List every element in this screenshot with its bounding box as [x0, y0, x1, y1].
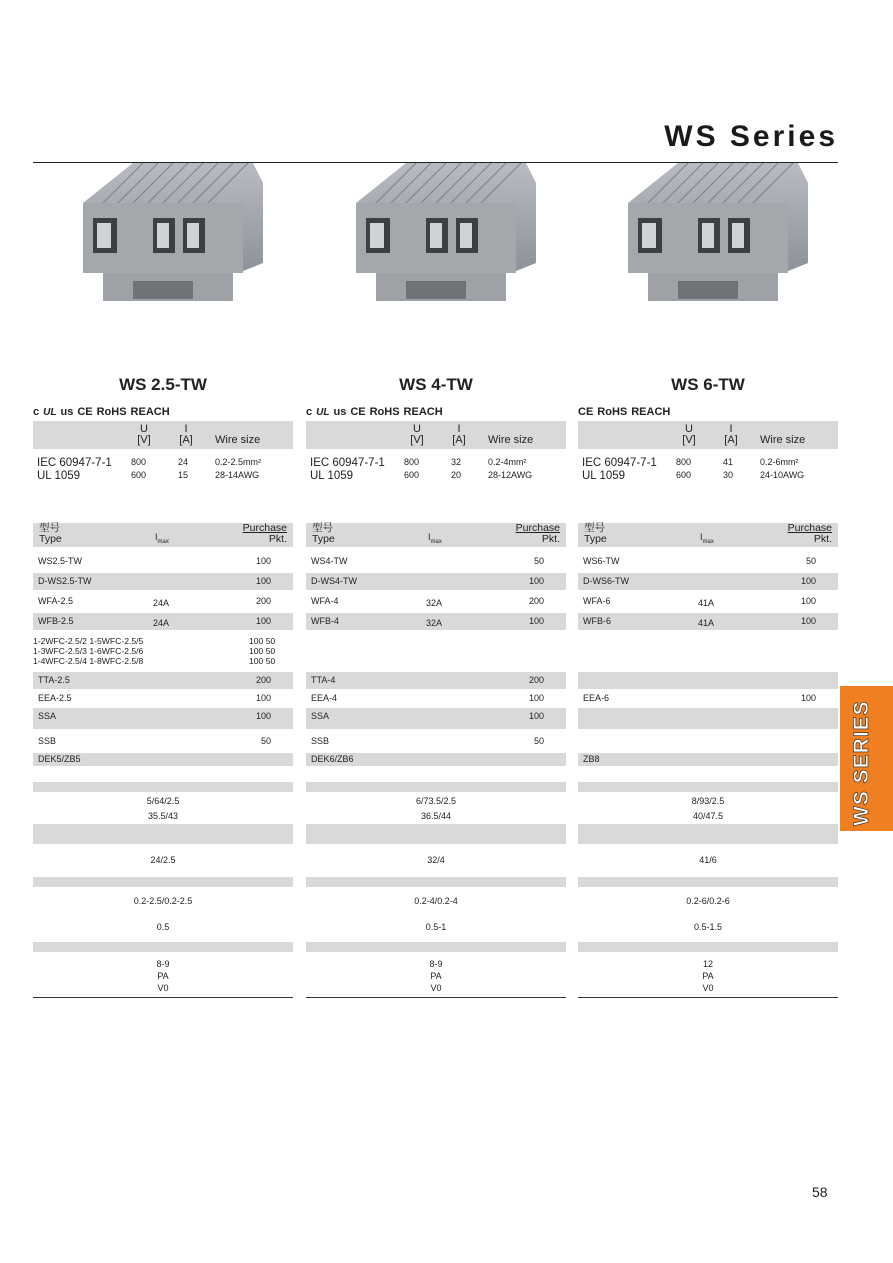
imax-subscript: max [157, 538, 169, 545]
part-name: D-WS2.5-TW [38, 576, 92, 586]
imax-label [155, 532, 169, 545]
part-name: WS2.5-TW [38, 556, 82, 566]
multi-part-names: 1-4WFC-2.5/4 1-8WFC-2.5/8 [33, 656, 144, 666]
value-text: 0.5 [156, 922, 170, 932]
pkt-value: 100 [255, 693, 271, 703]
value-text: 36.5/44 [420, 811, 452, 821]
part-name: WFA-4 [311, 596, 339, 606]
imax-subscript: max [430, 538, 442, 545]
multi-part-pkt: 100 50 [249, 636, 276, 646]
bottom-rule [33, 997, 293, 998]
model-name: WS 6-TW [671, 375, 745, 394]
table-row [306, 708, 566, 729]
cert-mark: c [33, 406, 40, 418]
product-column [306, 163, 566, 1003]
voltage-value: 600 [404, 470, 420, 480]
voltage-symbol: U [140, 423, 148, 435]
value-text: 40/47.5 [692, 811, 724, 821]
pkt-value: 100 [800, 596, 816, 606]
value-text: 12 [702, 959, 713, 969]
purchase-text: Purchase [787, 522, 832, 534]
table-row [33, 573, 293, 590]
value-text: 0.2-4/0.2-4 [414, 896, 458, 906]
cert-mark: REACH [403, 406, 443, 418]
current-value: 41 [723, 457, 734, 467]
current-value: 24 [178, 457, 189, 467]
imax-value: 24A [153, 598, 170, 608]
pkt-value: 100 [255, 556, 271, 566]
terminal-block-photo [346, 163, 536, 313]
table-row [306, 672, 566, 689]
part-name: SSB [38, 736, 57, 746]
pkt-value: 100 [255, 711, 271, 721]
terminal-block-photo [618, 163, 808, 313]
current-value: 32 [451, 457, 462, 467]
imax-value: 24A [153, 618, 170, 628]
part-name: DEK5/ZB5 [38, 754, 81, 764]
gray-band [33, 877, 293, 887]
imax-value: 41A [698, 598, 715, 608]
cert-mark: CE [77, 406, 93, 418]
value-text: 0.2-6/0.2-6 [686, 896, 730, 906]
bottom-rule [306, 997, 566, 998]
pkt-value: 200 [255, 675, 271, 685]
pkt-value: 100 [528, 693, 544, 703]
part-name: TTA-2.5 [38, 675, 70, 685]
gray-band [578, 877, 838, 887]
part-name: WFA-6 [583, 596, 611, 606]
gray-band [578, 782, 838, 792]
pkt-value: 200 [528, 596, 544, 606]
value-text: V0 [702, 983, 714, 993]
multi-part-pkt: 100 50 [249, 646, 276, 656]
type-label-en: Type [584, 533, 607, 545]
table-row [33, 708, 293, 729]
current-header [718, 424, 744, 446]
gray-band [578, 942, 838, 952]
wire-size-value: 28-12AWG [488, 470, 533, 480]
table-row [578, 708, 838, 729]
current-header [446, 424, 472, 446]
pkt-value: 100 [255, 576, 271, 586]
gray-band [578, 824, 838, 844]
value-text: 8-9 [156, 959, 170, 969]
wire-size-value: 28-14AWG [215, 470, 260, 480]
imax-value: 41A [698, 618, 715, 628]
current-unit: [A] [179, 434, 193, 446]
part-name: D-WS6-TW [583, 576, 629, 586]
voltage-header [404, 424, 430, 446]
table-row [306, 733, 566, 750]
part-name: ZB8 [583, 754, 600, 764]
gray-band [33, 824, 293, 844]
purchase-label [788, 523, 832, 545]
gray-band [33, 782, 293, 792]
voltage-unit: [V] [410, 434, 424, 446]
part-name: SSA [311, 711, 330, 721]
pkt-value: 200 [528, 675, 544, 685]
table-row [578, 672, 838, 689]
wire-size-header: Wire size [488, 434, 534, 446]
part-name: TTA-4 [311, 675, 336, 685]
cert-mark: CE [350, 406, 366, 418]
table-row [306, 753, 566, 766]
standard-name: IEC 60947-7-1 [310, 457, 385, 469]
value-text: V0 [430, 983, 442, 993]
table-row [306, 593, 566, 610]
table-row [306, 613, 566, 630]
cert-mark: CE [578, 406, 594, 418]
wire-size-header: Wire size [760, 434, 806, 446]
voltage-value: 800 [676, 457, 692, 467]
value-text: PA [702, 971, 714, 981]
gray-band [306, 942, 566, 952]
imax-label [428, 532, 442, 545]
certification-marks [33, 406, 170, 418]
imax-value: 32A [426, 618, 443, 628]
type-label-cn: 型号 [39, 522, 60, 534]
cert-mark: UL [316, 406, 330, 418]
multi-part-names: 1-3WFC-2.5/3 1-6WFC-2.5/6 [33, 646, 144, 656]
value-text: 41/6 [699, 855, 717, 865]
page-number: 58 [812, 1184, 828, 1200]
value-text: 8/93/2.5 [691, 796, 725, 806]
pkt-text: Pkt. [813, 533, 832, 545]
imax-symbol: I [428, 532, 431, 542]
current-symbol: I [184, 423, 188, 435]
pkt-value: 50 [533, 736, 544, 746]
type-header [306, 523, 566, 547]
gray-band [306, 782, 566, 792]
type-label [584, 523, 607, 545]
table-row [578, 733, 838, 750]
voltage-value: 800 [404, 457, 420, 467]
wire-size-value: 0.2-4mm² [488, 457, 527, 467]
cert-mark: RoHS [597, 406, 628, 418]
bottom-rule [578, 997, 838, 998]
value-text: 5/64/2.5 [146, 796, 180, 806]
cert-mark: RoHS [96, 406, 127, 418]
spec-header [578, 421, 838, 449]
imax-symbol: I [700, 532, 703, 542]
voltage-value: 600 [131, 470, 147, 480]
voltage-symbol: U [413, 423, 421, 435]
part-name: WFB-2.5 [38, 616, 74, 626]
value-text: 32/4 [427, 855, 445, 865]
table-row [578, 573, 838, 590]
wire-size-value: 24-10AWG [760, 470, 805, 480]
table-row [578, 690, 838, 707]
pkt-value: 100 [528, 576, 544, 586]
pkt-value: 100 [800, 616, 816, 626]
part-name: EEA-2.5 [38, 693, 72, 703]
pkt-value: 100 [528, 616, 544, 626]
pkt-value: 100 [800, 693, 816, 703]
table-row [578, 553, 838, 570]
table-row [578, 593, 838, 610]
multi-part-pkt: 100 50 [249, 656, 276, 666]
type-header [33, 523, 293, 547]
gray-band [306, 877, 566, 887]
value-text: PA [430, 971, 442, 981]
wire-size-value: 0.2-6mm² [760, 457, 799, 467]
part-name: WFB-6 [583, 616, 611, 626]
value-text: 0.5-1 [425, 922, 447, 932]
terminal-block-image [346, 163, 536, 313]
multi-part-names: 1-2WFC-2.5/2 1-5WFC-2.5/5 [33, 636, 144, 646]
current-unit: [A] [452, 434, 466, 446]
spec-header [306, 421, 566, 449]
gray-band [33, 942, 293, 952]
wire-size-value: 0.2-2.5mm² [215, 457, 262, 467]
pkt-value: 100 [255, 616, 271, 626]
cert-mark: us [333, 406, 347, 418]
standard-name: IEC 60947-7-1 [37, 457, 112, 469]
terminal-block-image [618, 163, 808, 313]
part-name: WS4-TW [311, 556, 348, 566]
terminal-block-image [73, 163, 263, 313]
table-row [33, 672, 293, 689]
voltage-header [676, 424, 702, 446]
certification-marks [578, 406, 670, 418]
voltage-unit: [V] [137, 434, 151, 446]
voltage-value: 800 [131, 457, 147, 467]
value-text: 8-9 [429, 959, 443, 969]
part-name: SSA [38, 711, 57, 721]
product-column [578, 163, 838, 1003]
type-label [39, 523, 62, 545]
pkt-value: 50 [260, 736, 271, 746]
purchase-text: Purchase [242, 522, 287, 534]
current-symbol: I [457, 423, 461, 435]
table-row [578, 613, 838, 630]
model-name: WS 2.5-TW [119, 375, 207, 394]
table-row [578, 753, 838, 766]
pkt-value: 50 [805, 556, 816, 566]
standard-name: UL 1059 [37, 470, 81, 482]
cert-mark: c [306, 406, 313, 418]
wire-size-header: Wire size [215, 434, 261, 446]
cert-mark: REACH [130, 406, 170, 418]
current-value: 15 [178, 470, 189, 480]
voltage-header [131, 424, 157, 446]
purchase-label [243, 523, 287, 545]
part-name: SSB [311, 736, 330, 746]
table-row [306, 553, 566, 570]
type-label-cn: 型号 [584, 522, 605, 534]
value-text: 35.5/43 [147, 811, 179, 821]
cert-mark: RoHS [369, 406, 400, 418]
value-text: 6/73.5/2.5 [415, 796, 457, 806]
certification-marks [306, 406, 443, 418]
standard-name: UL 1059 [310, 470, 354, 482]
purchase-label [516, 523, 560, 545]
terminal-block-photo [73, 163, 263, 313]
pkt-value: 100 [800, 576, 816, 586]
type-label-cn: 型号 [312, 522, 333, 534]
pkt-text: Pkt. [268, 533, 287, 545]
current-value: 20 [451, 470, 462, 480]
value-text: 0.5-1.5 [693, 922, 723, 932]
part-name: DEK6/ZB6 [311, 754, 354, 764]
cert-mark: us [60, 406, 74, 418]
current-value: 30 [723, 470, 734, 480]
table-row [33, 553, 293, 570]
page-title: WS Series [664, 120, 838, 153]
table-row [306, 690, 566, 707]
standard-name: UL 1059 [582, 470, 626, 482]
voltage-symbol: U [685, 423, 693, 435]
pkt-value: 50 [533, 556, 544, 566]
imax-subscript: max [702, 538, 714, 545]
part-name: WFA-2.5 [38, 596, 74, 606]
current-symbol: I [729, 423, 733, 435]
type-label-en: Type [312, 533, 335, 545]
part-name: D-WS4-TW [311, 576, 357, 586]
value-text: V0 [157, 983, 169, 993]
voltage-value: 600 [676, 470, 692, 480]
table-row [33, 690, 293, 707]
value-text: 24/2.5 [150, 855, 176, 865]
pkt-text: Pkt. [541, 533, 560, 545]
pkt-value: 100 [528, 711, 544, 721]
cert-mark: REACH [631, 406, 671, 418]
imax-symbol: I [155, 532, 158, 542]
pkt-value: 200 [255, 596, 271, 606]
part-name: WS6-TW [583, 556, 620, 566]
imax-value: 32A [426, 598, 443, 608]
imax-label [700, 532, 714, 545]
type-label [312, 523, 335, 545]
type-label-en: Type [39, 533, 62, 545]
spec-header [33, 421, 293, 449]
side-tab-label: WS SERIES [850, 700, 873, 826]
current-unit: [A] [724, 434, 738, 446]
table-row [306, 573, 566, 590]
cert-mark: UL [43, 406, 57, 418]
gray-band [306, 824, 566, 844]
table-row [33, 593, 293, 610]
type-header [578, 523, 838, 547]
part-name: EEA-4 [311, 693, 338, 703]
table-row [33, 733, 293, 750]
value-text: 0.2-2.5/0.2-2.5 [133, 896, 193, 906]
value-text: PA [157, 971, 169, 981]
standard-name: IEC 60947-7-1 [582, 457, 657, 469]
model-name: WS 4-TW [399, 375, 473, 394]
current-header [173, 424, 199, 446]
side-tab [840, 686, 893, 831]
part-name: EEA-6 [583, 693, 610, 703]
part-name: WFB-4 [311, 616, 339, 626]
table-row [33, 753, 293, 766]
voltage-unit: [V] [682, 434, 696, 446]
product-column [33, 163, 293, 1003]
table-row [33, 613, 293, 630]
purchase-text: Purchase [515, 522, 560, 534]
